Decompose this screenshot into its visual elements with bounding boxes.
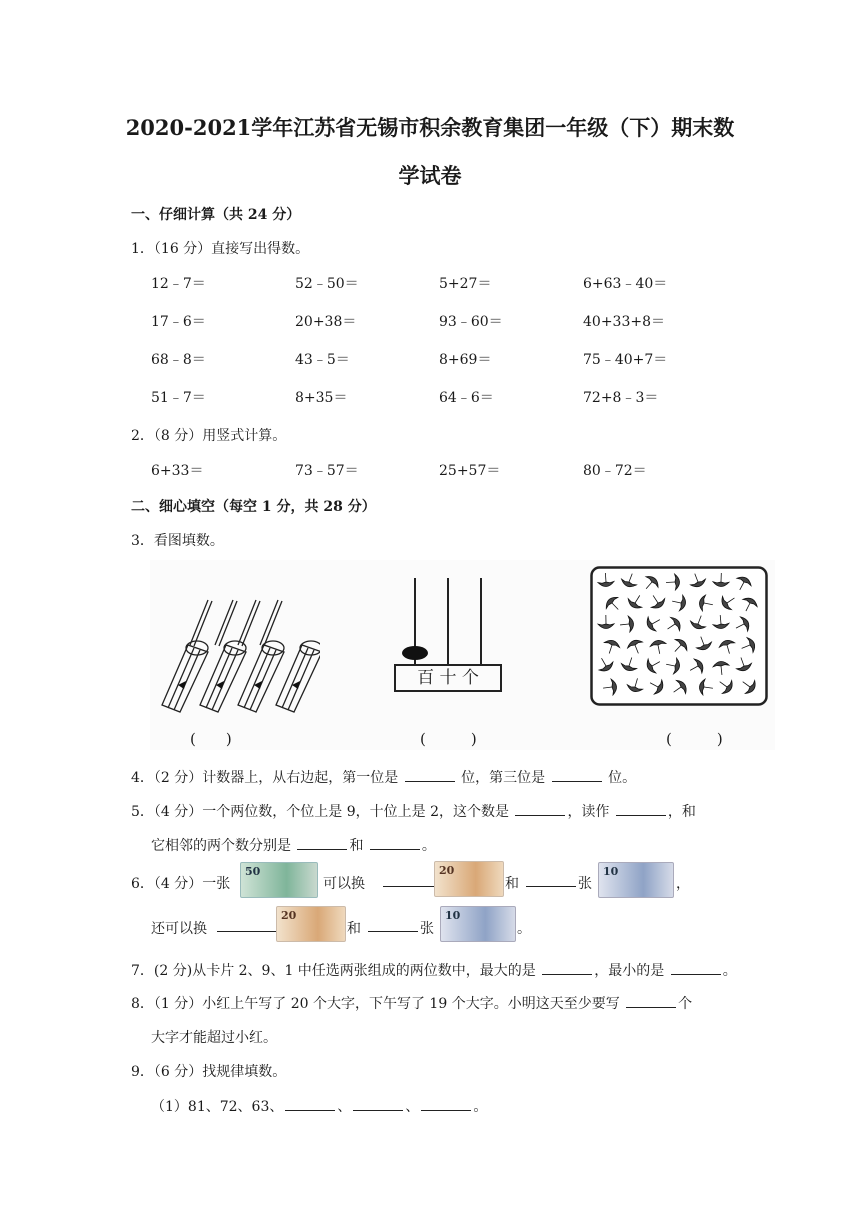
answer-blank[interactable] (285, 1096, 335, 1111)
q7-text: ，最小的是 (594, 963, 665, 979)
question-6-text-c: 和 (505, 876, 519, 892)
question-1: 1．（16 分）直接写出得数。 (131, 241, 310, 257)
abacus-place-label: 百 十 个 (394, 664, 502, 692)
question-6-text-i: 。 (517, 921, 531, 937)
q8-text: 8．（1 分）小红上午写了 20 个大字，下午写了 19 个大字。小明这天至少要写 (131, 996, 620, 1012)
q5-text: ，和 (667, 804, 696, 820)
banknote-value: 50 (245, 865, 261, 878)
q3-answer-paren-1: ( ) (190, 730, 232, 748)
page-title-line1: 2020-2021学年江苏省无锡市积余教育集团一年级（下）期末数 (125, 115, 735, 140)
q5-text: 。 (421, 838, 436, 854)
banknote-10-image (598, 862, 674, 898)
answer-blank[interactable] (297, 835, 347, 850)
umbrellas-image (590, 566, 768, 706)
answer-blank[interactable] (671, 960, 721, 975)
q9-text: 。 (473, 1099, 488, 1115)
q3-answer-paren-3: ( ) (666, 730, 723, 748)
section-heading-1: 一、仔细计算（共 24 分） (131, 207, 301, 223)
banknote-20-image (276, 906, 346, 942)
banknote-50-image (240, 862, 318, 898)
question-8 (131, 993, 692, 1013)
q8-text: 个 (678, 996, 693, 1012)
answer-blank[interactable] (370, 835, 420, 850)
question-6-text-d: 张 (578, 876, 592, 892)
question-4 (131, 767, 636, 787)
banknote-10-image (440, 906, 516, 942)
q9-text: 、 (405, 1099, 420, 1115)
q2-item: 25+57＝ (439, 463, 501, 479)
q5-text: 5．（4 分）一个两位数，个位上是 9，十位上是 2，这个数是 (131, 804, 509, 820)
q3-answer-paren-2: ( ) (420, 730, 477, 748)
q1-item: 20+38＝ (295, 314, 357, 330)
q1-item: 52﹣50＝ (295, 276, 359, 292)
q1-item: 6+63﹣40＝ (583, 276, 668, 292)
q1-item: 64﹣6＝ (439, 390, 494, 406)
q1-item: 75﹣40+7＝ (583, 352, 668, 368)
q1-item: 51﹣7＝ (151, 390, 206, 406)
answer-blank[interactable] (515, 801, 565, 816)
q1-item: 8+69＝ (439, 352, 492, 368)
q4-text: 位。 (608, 770, 637, 786)
q2-item: 73﹣57＝ (295, 463, 359, 479)
question-2: 2．（8 分）用竖式计算。 (131, 428, 287, 444)
question-6-text-h: 张 (420, 921, 434, 937)
q1-item: 17﹣6＝ (151, 314, 206, 330)
q5-text: ，读作 (567, 804, 610, 820)
question-6-text-g: 和 (347, 921, 361, 937)
question-5 (131, 801, 696, 821)
q4-text: 位，第三位是 (461, 770, 546, 786)
q2-item: 80﹣72＝ (583, 463, 647, 479)
answer-blank[interactable] (405, 767, 455, 782)
answer-blank[interactable] (552, 767, 602, 782)
q1-item: 43﹣5＝ (295, 352, 350, 368)
page-title-line2: 学试卷 (398, 163, 462, 188)
banknote-value: 10 (603, 865, 619, 878)
question-7 (131, 960, 737, 980)
answer-blank[interactable] (353, 1096, 403, 1111)
q1-item: 5+27＝ (439, 276, 492, 292)
banknote-value: 10 (445, 909, 461, 922)
answer-blank[interactable] (626, 993, 676, 1008)
question-9: 9．（6 分）找规律填数。 (131, 1064, 287, 1080)
stick-bundles-image (150, 590, 320, 720)
question-8-cont: 大字才能超过小红。 (151, 1030, 277, 1046)
q7-text: 。 (722, 963, 737, 979)
banknote-20-image (434, 861, 504, 897)
q1-item: 8+35＝ (295, 390, 348, 406)
question-6-text-b: 可以换 (323, 876, 365, 892)
q1-item: 40+33+8＝ (583, 314, 665, 330)
question-6-text-a: 6．（4 分）一张 (131, 876, 231, 892)
answer-blank[interactable] (526, 886, 576, 887)
q2-item: 6+33＝ (151, 463, 204, 479)
banknote-value: 20 (281, 909, 297, 922)
q1-item: 12﹣7＝ (151, 276, 206, 292)
question-3: 3．看图填数。 (131, 533, 224, 549)
question-5-cont (151, 835, 436, 855)
q5-text: 它相邻的两个数分别是 (151, 838, 291, 854)
section-heading-2: 二、细心填空（每空 1 分，共 28 分） (131, 499, 376, 515)
q9-text: （1）81、72、63、 (151, 1099, 284, 1115)
q7-text: 7．(2 分)从卡片 2、9、1 中任选两张组成的两位数中，最大的是 (131, 963, 536, 979)
q5-text: 和 (349, 838, 364, 854)
answer-blank[interactable] (616, 801, 666, 816)
question-9-part-1 (151, 1096, 487, 1116)
question-6-text-f: 还可以换 (151, 921, 207, 937)
q4-text: 4．（2 分）计数器上，从右边起，第一位是 (131, 770, 399, 786)
q1-item: 68﹣8＝ (151, 352, 206, 368)
answer-blank[interactable] (368, 931, 418, 932)
answer-blank[interactable] (421, 1096, 471, 1111)
q9-text: 、 (337, 1099, 352, 1115)
abacus-image (380, 578, 510, 698)
q1-item: 72+8﹣3＝ (583, 390, 659, 406)
question-6-text-e: ， (676, 876, 690, 892)
banknote-value: 20 (439, 864, 455, 877)
answer-blank[interactable] (542, 960, 592, 975)
q1-item: 93﹣60＝ (439, 314, 503, 330)
